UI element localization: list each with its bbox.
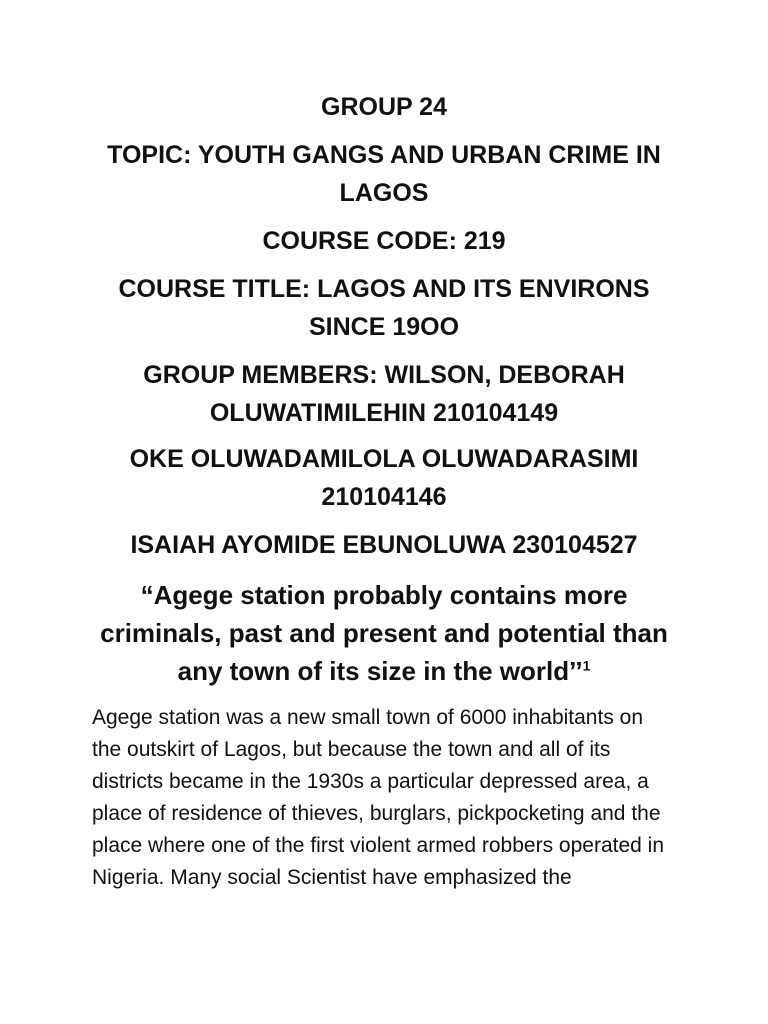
member-isaiah-heading: ISAIAH AYOMIDE EBUNOLUWA 230104527 (130, 531, 638, 559)
topic-heading: TOPIC: YOUTH GANGS AND URBAN CRIME IN LAGOS (107, 141, 661, 207)
course-code-heading: COURSE CODE: 219 (262, 227, 506, 255)
member-oke-heading: OKE OLUWADAMILOLA OLUWADARASIMI 210104146 (129, 445, 639, 511)
course-title-heading: COURSE TITLE: LAGOS AND ITS ENVIRONS SINCE 19OO (118, 275, 650, 341)
group-heading: GROUP 24 (321, 93, 447, 121)
epigraph-quote (0, 576, 768, 690)
body-paragraph: Agege station was a new small town of 6000 inhabitants on the outskirt of Lagos, but because the town and all of its districts became in the 1930s a particular depressed area, a place of residence of thieves, burglars, pickpocketing and the place where one of the first violent armed robbers operated in Nigeria. Many social Scientist have emphasized the (92, 706, 664, 889)
footnote-marker: 1 (582, 657, 591, 674)
group-members-heading: GROUP MEMBERS: WILSON, DEBORAH OLUWATIMILEHIN 210104149 (143, 361, 625, 427)
quote-text: “Agege station probably contains more criminals, past and present and potential than any town of its size in the world’’ (100, 580, 668, 686)
